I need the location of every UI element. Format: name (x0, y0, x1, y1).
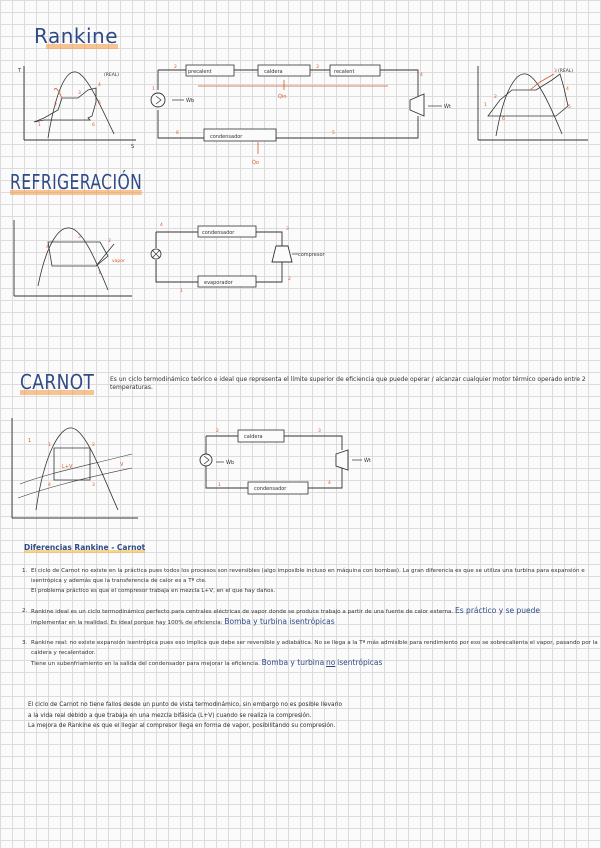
carnot-state-4: 4 (328, 481, 331, 486)
refri-condensador-label: condensador (202, 230, 235, 236)
rankine-state-3: 3 (78, 91, 81, 96)
carnot-ts-label-1: 1 (28, 438, 32, 444)
rankine-state-6: 6 (92, 123, 95, 128)
heat-out-label: Q̇o (252, 160, 259, 166)
carnot-state-3: 3 (318, 429, 321, 434)
schematic-state-4: 4 (420, 73, 423, 78)
refri-ts-label: vapor (112, 259, 125, 264)
difference-item-3-highlight2: isentrópicas (337, 658, 383, 667)
difference-item-1 (22, 566, 598, 596)
difference-item-1-num: 1. (22, 568, 28, 574)
rankine-r-state-4: 4 (566, 87, 569, 92)
rankine-title-text: Rankine (34, 24, 119, 48)
rankine-r-state-1: 1 (484, 103, 487, 108)
carnot-ts-state-3: 3 (92, 483, 95, 488)
carnot-ts-state-1: 1 (48, 443, 51, 448)
schematic-state-3: 3 (316, 65, 319, 70)
refri-state-3: 3 (286, 227, 289, 232)
rankine-ts-axis-t: T (18, 68, 22, 74)
difference-item-3-highlight: Bomba y turbina (261, 658, 325, 667)
pump-icon (151, 93, 165, 107)
rankine-ts-diagram-left (18, 60, 148, 150)
refri-state-4: 4 (160, 223, 163, 228)
refrigeracion-title-text: REFRIGERACIÓN (10, 170, 143, 194)
carnot-ts-state-2: 2 (92, 443, 95, 448)
carnot-ts-label-v: V (120, 462, 124, 468)
carnot-pump-icon (200, 454, 212, 466)
rankine-state-2: 2 (54, 103, 57, 108)
turbine-icon (410, 94, 424, 116)
rankine-state-5: 5 (98, 101, 101, 106)
carnot-title (20, 370, 94, 394)
refri-state-1: 1 (180, 289, 183, 294)
final-line-3: La mejora de Rankine es que el llegar al compresor llega en forma de vapor, posibilitando su compresión. (28, 723, 336, 729)
rankine-ts-label-real: (REAL) (104, 73, 120, 78)
rankine-schematic (148, 60, 451, 170)
heat-in-label: Q̇in (278, 94, 287, 100)
compressor-icon (272, 246, 292, 262)
rankine-r-state-6: 6 (502, 117, 505, 122)
schematic-state-6: 6 (176, 131, 179, 136)
refri-ts-state-2: 2 (108, 239, 111, 244)
rankine-ts-right-label: (REAL) (558, 69, 574, 74)
differences-list (22, 566, 598, 679)
carnot-title-text: CARNOT (20, 370, 95, 394)
difference-item-1-text: El ciclo de Carnot no existe en la práctica pues todos los procesos son reversibles (algo imposible incluso en máquina con bombas). La gran diferencia es que se utiliza una turbina para expansión e isentrópica y además que la transferencia de calor es a Tª cte. (31, 568, 585, 584)
difference-item-2 (22, 606, 598, 628)
rankine-state-4: 4 (98, 83, 101, 88)
difference-item-3-no: no (326, 658, 336, 667)
difference-item-2-highlight2: Bomba y turbina isentrópicas (224, 617, 335, 626)
work-pump-label: Ẇb (186, 98, 195, 104)
work-turbine-label: Ẇt (444, 104, 451, 110)
condensador-label: condensador (210, 134, 243, 140)
carnot-ts-state-4: 4 (48, 483, 51, 488)
refri-ts-state-4: 4 (46, 245, 49, 250)
carnot-work-pump-label: Ẇb (226, 460, 235, 466)
carnot-ts-label-lv: L+V (62, 464, 73, 470)
difference-item-3-num: 3. (22, 640, 28, 646)
refri-ts-state-3: 3 (78, 235, 81, 240)
schematic-state-5: 5 (332, 131, 335, 136)
carnot-ts-diagram (6, 414, 142, 524)
differences-heading (24, 543, 145, 552)
differences-heading-text: Diferencias Rankine - Carnot (24, 543, 146, 552)
refrigeracion-ts-diagram (8, 216, 138, 302)
carnot-state-2: 2 (216, 429, 219, 434)
difference-item-3-text: Rankine real: no existe expansión isentrópica pues eso implica que debe ser reversible y adiabática. No se llega a la Tª más admisible para rendimiento por eso se sobrecalienta el vapor, pasando por la caldera y recalentador. (31, 640, 598, 656)
final-line-1: El ciclo de Carnot no tiene fallos desde un punto de vista termodinámico, sin embargo no es posible llevarlo (28, 702, 343, 708)
difference-item-2-highlight: Es práctico y se puede (455, 606, 540, 615)
rankine-r-state-2: 2 (494, 95, 497, 100)
carnot-schematic (196, 424, 396, 504)
final-line-2: a la vida real debido a que trabaja en una mezcla bifásica (L+V) cuando se realiza la compresión. (28, 712, 312, 719)
carnot-work-turbine-label: Ẇt (364, 458, 371, 464)
difference-item-1-text2: El problema práctico es que el compresor trabaja en mezcla L+V, en el que hay daños. (31, 588, 276, 594)
carnot-turbine-icon (336, 450, 348, 470)
refri-ts-state-1: 1 (98, 271, 101, 276)
rankine-ts-axis-s: S (131, 144, 135, 150)
refri-state-2: 2 (288, 277, 291, 282)
schematic-state-2: 2 (174, 65, 177, 70)
carnot-caldera-label: caldera (244, 434, 263, 440)
difference-item-3 (22, 638, 598, 669)
carnot-state-1: 1 (218, 483, 221, 488)
rankine-r-state-5: 5 (568, 105, 571, 110)
difference-item-2-num: 2. (22, 608, 28, 614)
difference-item-3-text2: Tiene un subenfriamiento en la salida del condensador para mejorar la eficiencia. (31, 661, 260, 667)
caldera-label: caldera (264, 69, 283, 75)
final-paragraph (28, 700, 588, 732)
rankine-title (34, 24, 118, 48)
refrigeracion-title (10, 170, 142, 194)
difference-item-2-text: Rankine ideal es un ciclo termodinámico perfecto para centrales eléctricas de vapor donde se produce trabajo a partir de una fuente de calor externa. (31, 609, 454, 615)
refrigeracion-schematic (146, 216, 346, 302)
rankine-ts-diagram-right (470, 60, 594, 146)
carnot-description: Es un ciclo termodinámico teórico e ideal que representa el límite superior de eficiencia que puede operar / alcanzar cualquier motor térmico operado entre 2 temperaturas. (110, 376, 586, 392)
refri-compresor-label: compresor (298, 252, 325, 258)
refri-evaporador-label: evaporador (204, 280, 233, 286)
rankine-state-1: 1 (38, 123, 41, 128)
carnot-condensador-label: condensador (254, 486, 287, 492)
recalentador-label: recalent (334, 69, 355, 75)
rankine-r-state-3: 3 (554, 69, 557, 74)
schematic-state-1: 1 (152, 87, 155, 92)
precalentador-label: precalent (188, 69, 212, 75)
difference-item-2-text2: implementar en la realidad. Es ideal porque hay 100% de eficiencia: (31, 620, 223, 626)
